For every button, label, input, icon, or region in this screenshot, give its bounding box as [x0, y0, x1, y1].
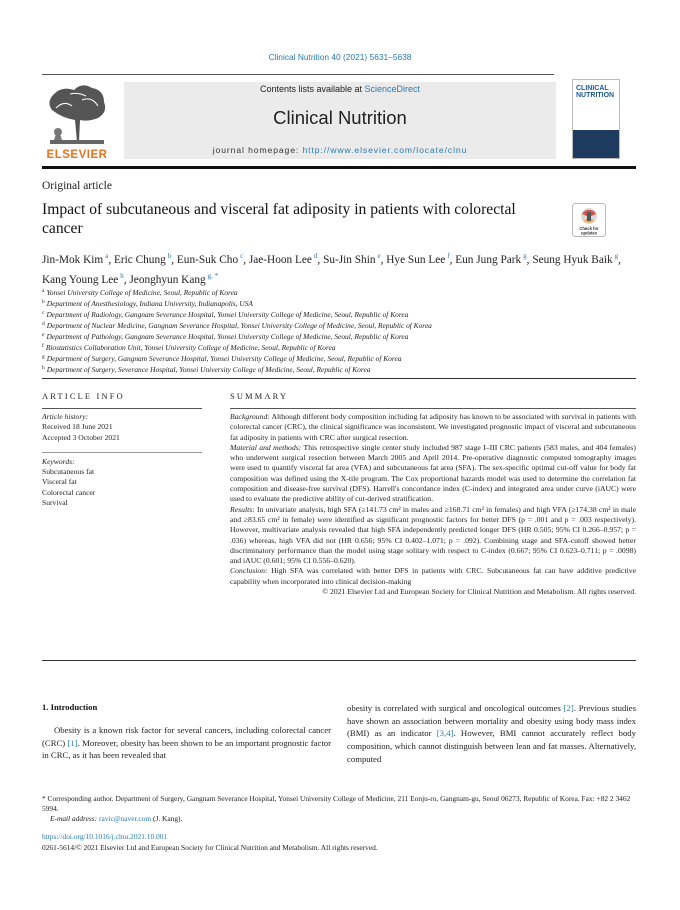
accepted-date: Accepted 3 October 2021 — [42, 432, 120, 442]
author-affiliation-mark[interactable]: g — [614, 252, 619, 260]
author[interactable] — [42, 271, 124, 286]
article-info — [42, 412, 207, 508]
author-affiliation-mark[interactable]: h — [120, 271, 124, 280]
intro-text: obesity is correlated with surgical and oncological outcomes — [347, 703, 564, 713]
affiliation — [42, 353, 642, 364]
keyword: Survival — [42, 498, 68, 508]
background-text: Although different body composition including fat adiposity has known to be associated with survival in patients with colorectal cancer (CRC), the clinical significance was inconsistent. We investigated prognostic impact of visceral and subcutaneous fat adiposity in patients with CRC after surgical resection. — [230, 412, 636, 442]
intro-text: . Previous studies have shown an association between mortality and obesity using body mass index (BMI) as an indicator — [347, 703, 636, 739]
citation-link[interactable]: [2] — [563, 703, 574, 713]
author[interactable] — [129, 271, 219, 286]
author[interactable] — [249, 254, 318, 266]
affiliation-key: c — [42, 309, 45, 316]
keyword: Colorectal cancer — [42, 487, 96, 497]
affiliation-key: h — [42, 364, 45, 371]
author[interactable] — [455, 254, 526, 266]
author[interactable] — [386, 254, 449, 266]
author-name: Eun Jung Park — [455, 253, 522, 266]
sciencedirect-link[interactable]: ScienceDirect — [364, 84, 421, 94]
author-name: Jeonghyun Kang — [129, 273, 206, 286]
affiliation-text: Department of Surgery, Gangnam Severance Hospital, Yonsei University College of Medicine, Seoul, Republic of Korea — [46, 354, 402, 364]
journal-homepage — [124, 145, 556, 155]
summary-rule — [230, 408, 636, 409]
journal-cover-thumbnail[interactable] — [572, 79, 620, 159]
author[interactable] — [42, 254, 108, 266]
author-affiliation-mark[interactable]: b — [167, 252, 172, 260]
author-affiliation-mark[interactable]: d — [313, 252, 318, 260]
header-top-rule — [42, 74, 554, 75]
author-name: Hye Sun Lee — [386, 253, 446, 266]
author-affiliation-mark[interactable]: f — [447, 252, 450, 260]
author-affiliation-mark[interactable]: c — [240, 252, 244, 260]
affiliation-text: Department of Pathology, Gangnam Severance Hospital, Yonsei University College of Medicine, Seoul, Republic of Korea — [46, 332, 409, 342]
author-list: Jin-Mok Kim $^a$, Eric Chung $^b$, Eun-Suk Cho $^c$, Jae-Hoon Lee $^d$, Su-Jin Shin $^e$, Hye Sun Lee $^f$, Eun Jung Park $^g$, Seung Hyuk Baik $^g$, Kang Young Lee $^h$, Jeonghyun Kang $^{g, *}$ — [42, 252, 621, 286]
elsevier-tree-logo — [42, 80, 112, 160]
author-affiliation-mark[interactable]: e — [377, 252, 381, 260]
body-rule — [42, 660, 636, 661]
crossmark-icon[interactable] — [572, 203, 606, 237]
author[interactable] — [177, 254, 243, 266]
author[interactable] — [114, 254, 171, 266]
affiliation-text: Department of Anesthesiology, Indiana University, Indianapolis, USA — [46, 299, 253, 309]
body-column-left — [42, 724, 331, 762]
methods-text: This retrospective single center study included 987 stage I–III CRC patients (583 males, and 404 females) who underwent surgical resection between March 2005 and April 2014. Pre-operative diagnostic computed tomography images were used to quantify visceral fat area (VFA) and subcutaneous fat area (SFA). The sex-specific optimal cut-off value for body fat composition was defined using the X-tile program. The Cox proportional hazards model was used to determine the correlation fat composition and disease-free survival (DFS). Harrell's concordance index (C-index) and integrated area under curve (iAUC) were used to evaluate the predictive ability of cut-derived stratification. — [230, 442, 636, 504]
citation-link[interactable]: [1] — [67, 737, 78, 748]
conclusion-text: High SFA was correlated with better DFS in patients with CRC. Subcutaneous fat can have additive predictive capability when incorporated into clinical decision-making — [230, 566, 636, 586]
intro-text: . Moreover, obesity has been shown to be an important prognostic factor in CRC, as it has been revealed that — [42, 737, 331, 761]
article-info-heading: ARTICLE INFO — [42, 392, 125, 401]
introduction-heading: 1. Introduction — [42, 702, 98, 712]
header-bottom-rule — [42, 166, 636, 169]
cover-strip — [573, 130, 619, 158]
results-label: Results: — [230, 504, 255, 514]
corresponding-footnote — [42, 794, 638, 824]
cover-title: CLINICAL NUTRITION — [576, 85, 615, 99]
affiliation-text: Department of Nuclear Medicine, Gangnam Severance Hospital, Yonsei University College of Medicine, Seoul, Republic of Korea — [46, 321, 432, 331]
conclusion-label: Conclusion: — [230, 566, 268, 576]
summary-heading: SUMMARY — [230, 392, 289, 401]
affiliation — [42, 320, 642, 331]
issn-line: 0261-5614/© 2021 Elsevier Ltd and European Society for Clinical Nutrition and Metabolism. All rights reserved. — [42, 843, 378, 852]
journal-reference[interactable]: Clinical Nutrition 40 (2021) 5631–5638 — [268, 52, 412, 62]
affiliation-list — [42, 287, 642, 375]
intro-text: Obesity is a known risk factor for several cancers, including colorectal cancer (CRC) — [42, 725, 331, 748]
author-affiliation-mark[interactable]: g — [523, 252, 527, 260]
history-label: Article history: — [42, 412, 89, 421]
affiliation-key: b — [42, 298, 45, 305]
author-name: Eun-Suk Cho — [176, 253, 239, 266]
elsevier-wordmark: ELSEVIER — [46, 149, 108, 161]
affiliation — [42, 364, 642, 375]
affiliation-text: Yonsei University College of Medicine, Seoul, Republic of Korea — [46, 288, 238, 298]
author-name: Eric Chung — [113, 253, 166, 266]
article-title: Impact of subcutaneous and visceral fat adiposity in patients with colorectal cancer — [42, 201, 516, 237]
received-date: Received 18 June 2021 — [42, 422, 113, 432]
summary-body — [230, 412, 636, 597]
author-name: Seung Hyuk Baik — [532, 253, 613, 266]
author-name: Kang Young Lee — [42, 273, 119, 286]
info-divider — [42, 452, 202, 453]
body-column-right — [347, 702, 636, 766]
methods-label: Material and methods: — [230, 442, 302, 452]
email-suffix: (J. Kang). — [151, 814, 183, 824]
contents-prefix: Contents lists available at — [259, 84, 365, 94]
keywords-label: Keywords: — [42, 456, 75, 466]
affiliation — [42, 287, 642, 298]
affiliation — [42, 342, 642, 353]
affiliation-text: Department of Radiology, Gangnam Severance Hospital, Yonsei University College of Medicine, Seoul, Republic of Korea — [46, 310, 409, 320]
author-affiliation-mark[interactable]: g, * — [207, 271, 219, 280]
author[interactable] — [532, 254, 618, 266]
journal-title: Clinical Nutrition — [273, 107, 407, 128]
contents-line — [124, 84, 556, 94]
svg-text:updates: updates — [580, 230, 598, 236]
summary-copyright: © 2021 Elsevier Ltd and European Society for Clinical Nutrition and Metabolism. All rights reserved. — [322, 587, 636, 597]
info-rule — [42, 408, 202, 409]
homepage-prefix: journal homepage: — [212, 145, 303, 155]
affiliation-key: e — [42, 331, 45, 338]
affiliation — [42, 309, 642, 320]
results-text: In univariate analysis, high SFA (≥141.73 cm² in males and ≥168.71 cm² in females) and high VFA (≥174.38 cm² in male and ≥83.65 cm² in female) were identified as significant prognostic factors for better DFS (p = .001 and p = .003 respectively). However, multivariate analysis revealed that high SFA independently predicted longer DFS (HR 0.505; 95% CI 0.266–0.957; p = .036) whereas, high VFA did not (HR 0.656; 95% CI 0.402–1.071; p = .092). Combining stage and SFA-cutoff showed better discriminatory performance than the model using stage solitary with respect to C-index (0.667; 95% CI 0.623–0.711; p = .0098) and iAUC (0.601; 95% CI 0.556–0.620). — [230, 504, 636, 566]
keyword: Subcutaneous fat — [42, 467, 95, 477]
keyword: Visceral fat — [42, 477, 77, 487]
citation-link[interactable]: [3,4] — [436, 728, 454, 739]
affiliation — [42, 331, 642, 342]
article-type: Original article — [42, 180, 112, 192]
background-label: Background: — [230, 412, 270, 421]
author-name: Su-Jin Shin — [323, 253, 376, 266]
section-rule — [42, 378, 636, 379]
affiliation-text: Biostatistics Collaboration Unit, Yonsei University College of Medicine, Seoul, Republic of Korea — [45, 343, 336, 353]
affiliation-key: g — [42, 353, 45, 360]
svg-text:Check for: Check for — [579, 226, 599, 231]
author-name: Jae-Hoon Lee — [248, 253, 312, 266]
email-link[interactable]: ravic@naver.com — [99, 814, 152, 824]
affiliation-key: f — [42, 342, 44, 349]
doi-link[interactable]: https://doi.org/10.1016/j.clnu.2021.10.001 — [42, 832, 168, 841]
author-affiliation-mark[interactable]: a — [105, 252, 109, 260]
homepage-link[interactable]: http://www.elsevier.com/locate/clnu — [302, 145, 468, 155]
affiliation-key: d — [42, 320, 45, 327]
affiliation-key: a — [42, 288, 45, 294]
email-label: E-mail address: — [50, 814, 99, 824]
corresponding-author: * Corresponding author. Department of Surgery, Gangnam Severance Hospital, Yonsei University College of Medicine, 211 Eonju-ro, Gangnam-gu, Seoul 06273, Republic of Korea. Fax: +82 2 3462 5994. — [42, 794, 631, 814]
author[interactable] — [323, 254, 381, 266]
author-name: Jin-Mok Kim — [42, 253, 104, 266]
intro-text: . However, BMI cannot accurately reflect body composition, which cannot distinguish between lean and fat masses. Alternatively, computed — [347, 728, 636, 764]
affiliation-text: Department of Surgery, Severance Hospital, Yonsei University College of Medicine, Seoul, Republic of Korea — [46, 365, 371, 375]
affiliation — [42, 298, 642, 309]
